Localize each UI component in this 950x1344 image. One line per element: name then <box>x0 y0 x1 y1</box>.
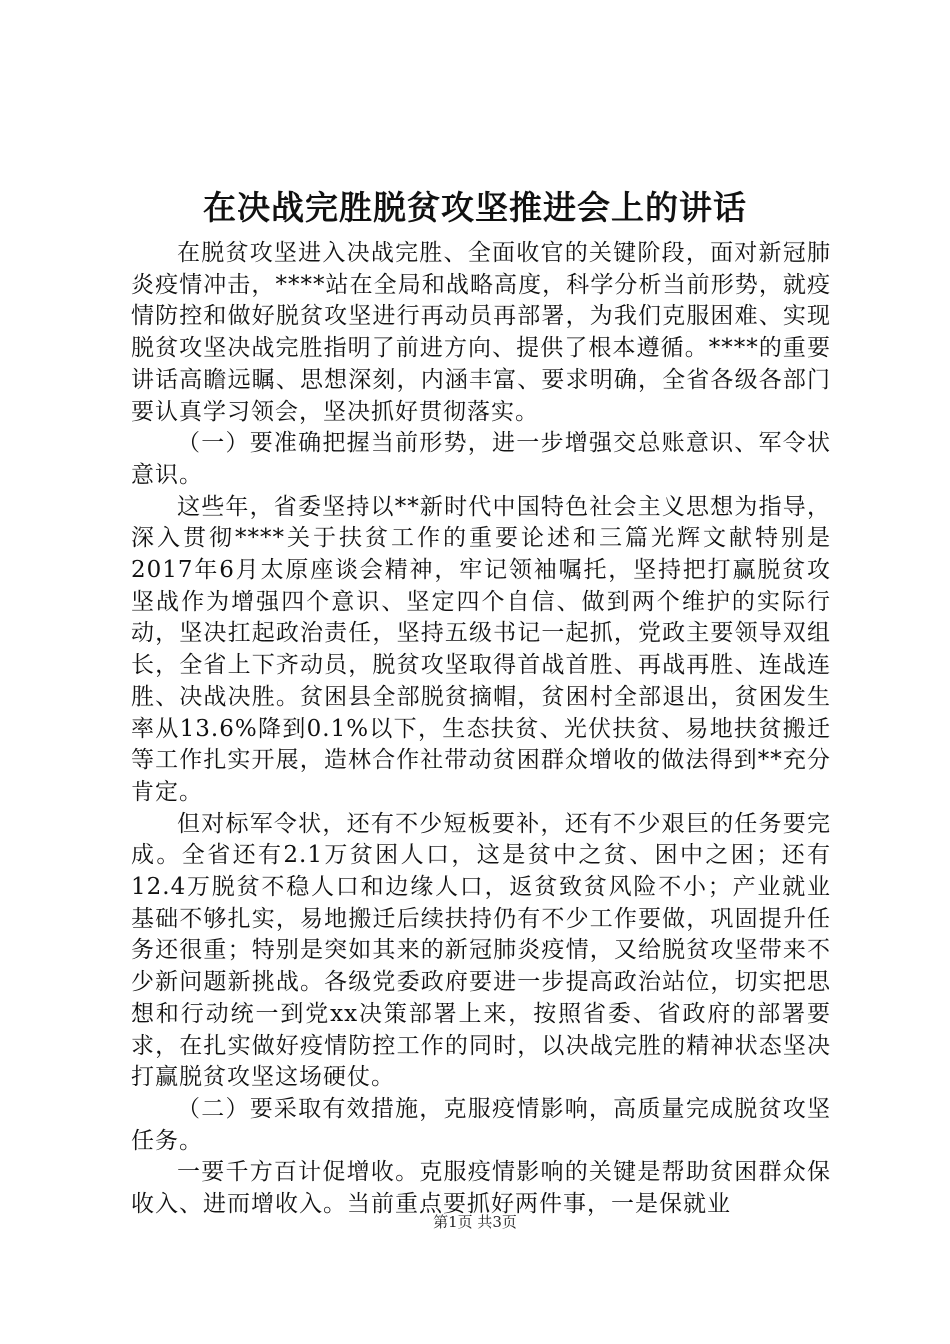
paragraph-achievements: 这些年，省委坚持以**新时代中国特色社会主义思想为指导，深入贯彻****关于扶贫工作的重要论述和三篇光辉文献特别是2017年6月太原座谈会精神，牢记领袖嘱托，坚持把打赢脱贫攻坚战作为增强四个意识、坚定四个自信、做到两个维护的实际行动，坚决扛起政治责任，坚持五级书记一起抓，党政主要领导双组长，全省上下齐动员，脱贫攻坚取得首战首胜、再战再胜、连战连胜、决战决胜。贫困县全部脱贫摘帽，贫困村全部退出，贫困发生率从13.6%降到0.1%以下，生态扶贫、光伏扶贫、易地扶贫搬迁等工作扎实开展，造林合作社带动贫困群众增收的做法得到**充分肯定。 <box>131 493 831 805</box>
section-heading-1: （一）要准确把握当前形势，进一步增强交总账意识、军令状意识。 <box>131 430 831 488</box>
paragraph-challenges: 但对标军令状，还有不少短板要补，还有不少艰巨的任务要完成。全省还有2.1万贫困人口，这是贫中之贫、困中之困；还有12.4万脱贫不稳人口和边缘人口，返贫致贫风险不小；产业就业基础不够扎实，易地搬迁后续扶持仍有不少工作要做，巩固提升任务还很重；特别是突如其来的新冠肺炎疫情，又给脱贫攻坚带来不少新问题新挑战。各级党委政府要进一步提高政治站位，切实把思想和行动统一到党xx决策部署上来，按照省委、省政府的部署要求，在扎实做好疫情防控工作的同时，以决战完胜的精神状态坚决打赢脱贫攻坚这场硬仗。 <box>131 810 831 1091</box>
paragraph-intro: 在脱贫攻坚进入决战完胜、全面收官的关键阶段，面对新冠肺炎疫情冲击，****站在全局和战略高度，科学分析当前形势，就疫情防控和做好脱贫攻坚进行再动员再部署，为我们克服困难、实现脱贫攻坚决战完胜指明了前进方向、提供了根本遵循。****的重要讲话高瞻远瞩、思想深刻，内涵丰富、要求明确，全省各级各部门要认真学习领会，坚决抓好贯彻落实。 <box>131 240 831 425</box>
paragraph-income: 一要千方百计促增收。克服疫情影响的关键是帮助贫困群众保收入、进而增收入。当前重点要抓好两件事，一是保就业 <box>131 1159 831 1218</box>
document-body <box>131 238 831 1221</box>
section-heading-2: （二）要采取有效措施，克服疫情影响，高质量完成脱贫攻坚任务。 <box>131 1095 831 1154</box>
document-title: 在决战完胜脱贫攻坚推进会上的讲话 <box>203 188 747 227</box>
page-number-footer: 第1页 共3页 <box>433 1213 517 1231</box>
